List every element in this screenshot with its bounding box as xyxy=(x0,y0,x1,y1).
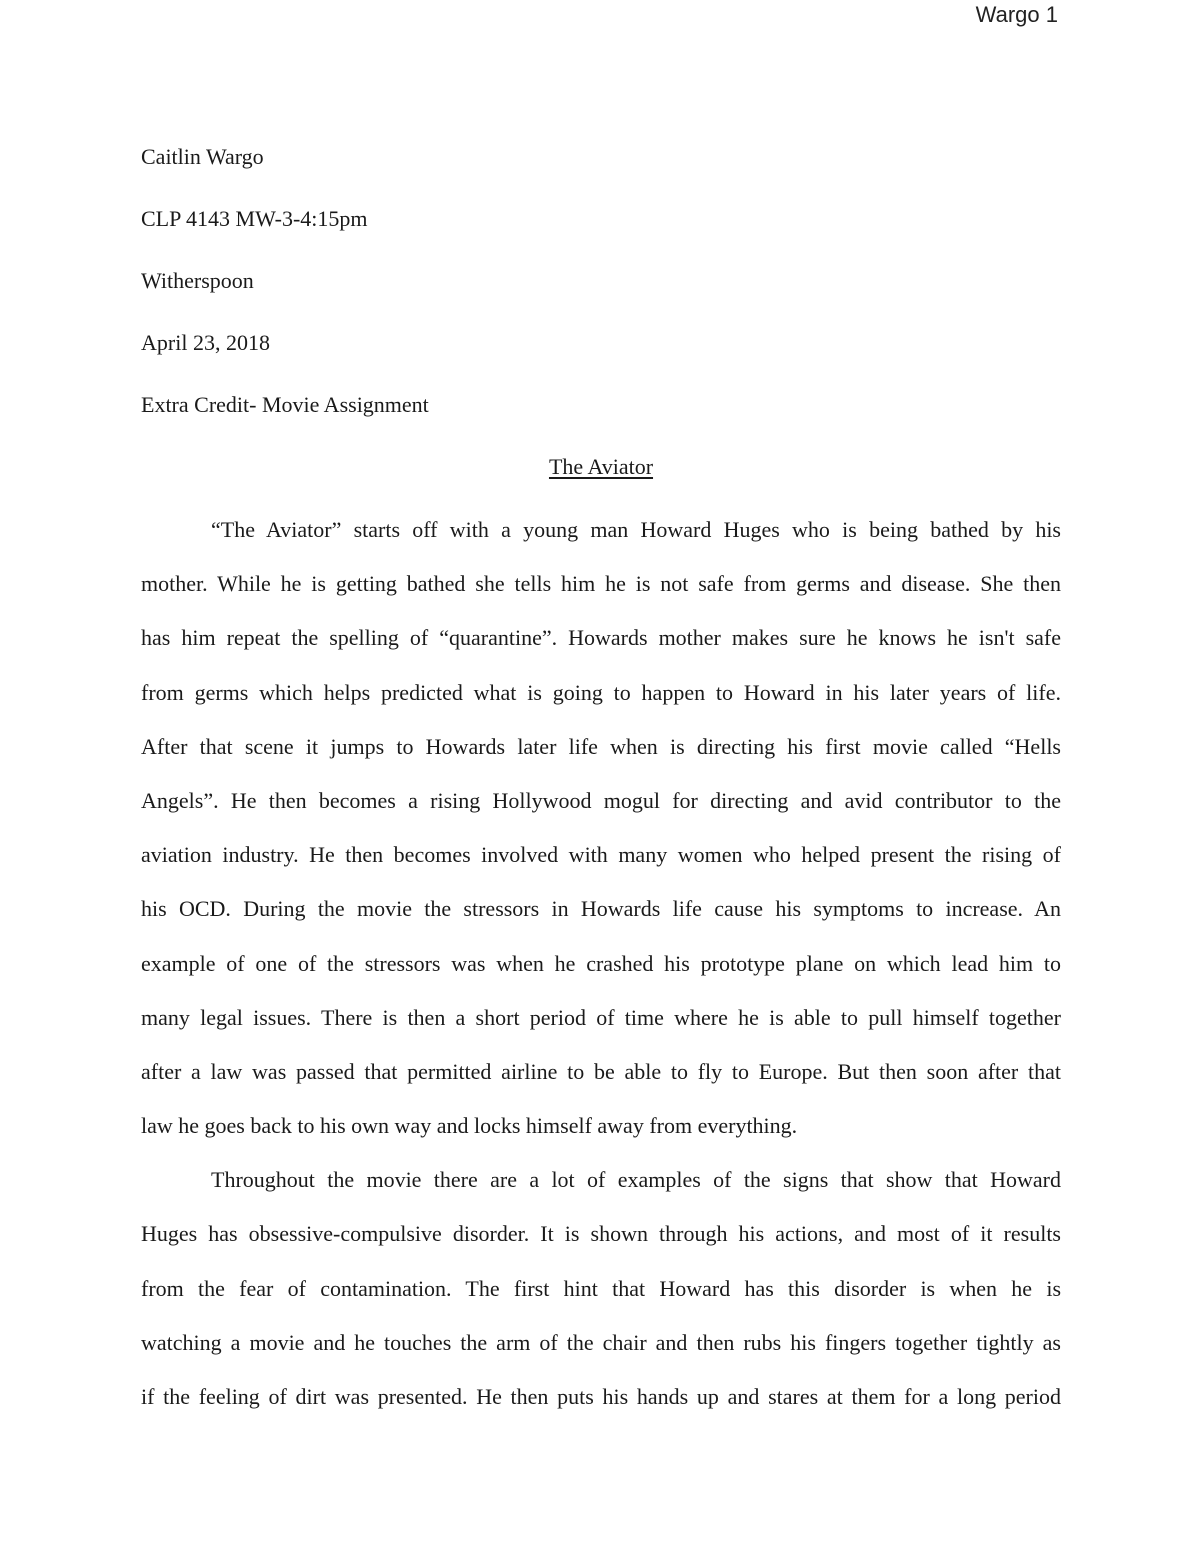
text-line: law he goes back to his own way and locks himself away from everything. xyxy=(141,1113,798,1139)
text-line: mother. While he is getting bathed she tells him he is not safe from germs and disease. She then xyxy=(141,571,1061,597)
text-line: many legal issues. There is then a short period of time where he is able to pull himself together xyxy=(141,1004,1061,1030)
instructor-name: Witherspoon xyxy=(141,268,254,293)
text-line: watching a movie and he touches the arm of the chair and then rubs his fingers together tightly as xyxy=(141,1329,1061,1355)
assignment-date: April 23, 2018 xyxy=(141,330,270,355)
text-line: from germs which helps predicted what is going to happen to Howard in his later years of life. xyxy=(141,679,1061,705)
text-line: “The Aviator” starts off with a young man Howard Huges who is being bathed by his xyxy=(211,517,1061,542)
document-title-text: The Aviator xyxy=(548,454,654,479)
text-line: his OCD. During the movie the stressors in Howards life cause his symptoms to increase. An xyxy=(141,896,1061,922)
running-head: Wargo 1 xyxy=(975,2,1058,27)
text-line: example of one of the stressors was when he crashed his prototype plane on which lead him to xyxy=(141,950,1061,976)
course-info: CLP 4143 MW-3-4:15pm xyxy=(141,206,368,231)
text-line: Throughout the movie there are a lot of examples of the signs that show that Howard xyxy=(211,1167,1061,1193)
text-line: from the fear of contamination. The first hint that Howard has this disorder is when he is xyxy=(141,1275,1061,1301)
document-title xyxy=(141,450,1061,484)
body-text xyxy=(141,513,1061,1434)
text-line: Huges has obsessive-compulsive disorder. It is shown through his actions, and most of it results xyxy=(141,1221,1061,1247)
assignment-name: Extra Credit- Movie Assignment xyxy=(141,392,429,417)
text-line: Angels”. He then becomes a rising Hollywood mogul for directing and avid contributor to the xyxy=(141,787,1061,813)
text-line: if the feeling of dirt was presented. He then puts his hands up and stares at them for a long period xyxy=(141,1384,1061,1409)
heading-block xyxy=(141,140,1061,450)
text-line: aviation industry. He then becomes involved with many women who helped present the rising of xyxy=(141,842,1061,868)
text-line: after a law was passed that permitted airline to be able to fly to Europe. But then soon after that xyxy=(141,1058,1061,1084)
text-line: has him repeat the spelling of “quarantine”. Howards mother makes sure he knows he isn't safe xyxy=(141,625,1061,651)
author-name: Caitlin Wargo xyxy=(141,144,264,169)
text-line: After that scene it jumps to Howards later life when is directing his first movie called “Hells xyxy=(141,733,1061,759)
